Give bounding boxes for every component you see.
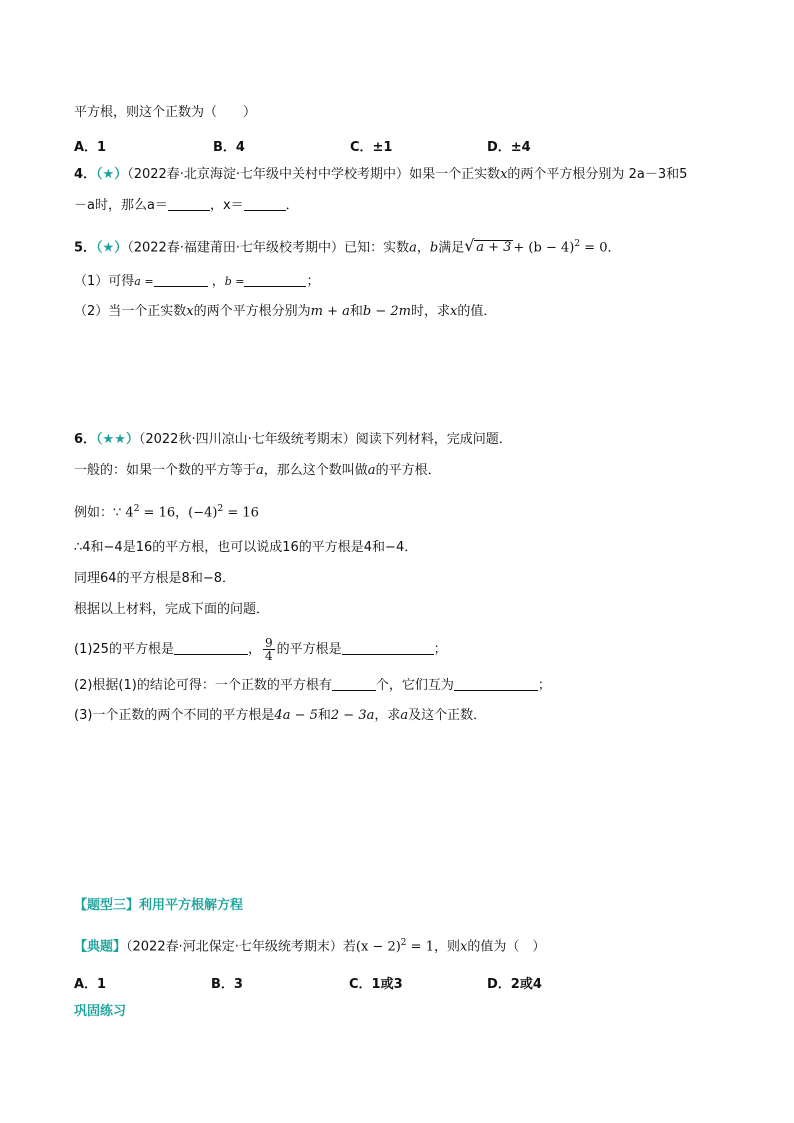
q5-p2-expr-2: b − 2m [362,304,411,319]
q3-option-d[interactable]: D．±4 [487,140,531,155]
q5-line-1 [74,236,620,256]
q6-def-2: ，那么这个数叫做 [263,463,368,478]
var-a: a [400,708,409,723]
sqrt-expression [464,236,513,256]
q5-p1-end: ； [306,274,320,289]
q5-square: 2 [574,239,581,249]
radicand: a + 3 [476,240,512,256]
q4-expr-1: 2a－3 [628,167,667,182]
q6-s3-expr-2: 2 − 3a [330,708,375,723]
sqrt-icon: √ [464,236,475,256]
q4-and: 和 [666,167,680,182]
example-option-b[interactable]: B．3 [211,977,243,992]
q6-s1-sep: ， [247,642,261,657]
q6-source: （2022秋·四川凉山·七年级统考期末） [138,432,356,447]
q6-s2-text: (2)根据(1)的结论可得：一个正数的平方根有 [74,678,332,693]
difficulty-star-icon: （★） [96,240,128,256]
example-source: （2022春·河北保定·七年级统考期末） [126,939,343,955]
var-a: a [409,240,417,256]
q6-subq-1 [74,637,447,662]
fraction [263,637,275,662]
var-a: a [256,463,264,478]
section-title: 【题型三】利用平方根解方程 [74,898,244,913]
q6-ex2-r: = 16 [223,505,259,521]
q6-therefore: ∴4和−4是16的平方根，也可以说成16的平方根是4和−4． [74,540,418,555]
q6-example-label: 例如：∵ [74,505,126,521]
q6-s1-end: ； [433,642,447,657]
q3-option-c[interactable]: C．±1 [350,140,393,155]
q6-line-1 [74,432,512,448]
fraction-denominator: 4 [264,649,273,663]
q5-blank-b[interactable] [244,273,306,287]
q4-line-1 [74,167,687,183]
q6-s1-text: (1)25的平方根是 [74,642,174,657]
q6-s3-text-2: ，求 [374,708,401,723]
q5-blank-a[interactable] [154,273,208,287]
q5-part-2 [74,304,496,320]
q5-p2-label: （2）当一个正实数 [74,304,187,319]
q5-p1-b: b = [224,275,245,288]
var-x: x [459,939,468,955]
q6-ex-sep: ， [175,505,189,521]
q4-line-2-start: －a时，那么 [74,198,147,213]
q5-sep: ， [416,240,430,256]
q6-according: 根据以上材料，完成下面的问题． [74,602,270,617]
var-x: x [450,304,458,319]
q5-p2-and: 和 [349,304,363,319]
q6-s3-and: 和 [317,708,331,723]
q6-s3-end: 及这个正数． [408,708,487,723]
q6-blank-3[interactable] [332,677,376,691]
difficulty-star-icon: （★） [96,167,128,182]
q5-p1-sep: ， [211,274,225,289]
q5-p1-a: a = [134,275,154,288]
q5-text: 已知：实数 [344,240,410,256]
q5-p2-end: 的值． [457,304,497,319]
q6-def-3: 的平方根． [375,463,441,478]
q6-s3-expr-1: 4a − 5 [274,708,318,723]
q6-subq-2 [74,677,551,694]
q6-ex1: 4 [125,505,134,521]
q3-continuation: 平方根，则这个正数为（ ） [74,105,257,120]
q6-number: 6． [74,432,97,447]
q6-s2-end: ； [537,678,551,693]
q6-subq-3 [74,708,486,724]
q5-part-1 [74,273,320,290]
example-text: 若 [342,939,356,955]
practice-heading: 巩固练习 [74,1004,127,1019]
q5-eq0: = 0． [580,240,621,256]
q6-blank-4[interactable] [454,677,538,691]
q4-sep: ， [209,198,223,213]
q4-blank-a[interactable] [168,197,210,211]
q4-blank-x[interactable] [244,197,286,211]
q6-s3-text: (3)一个正数的两个不同的平方根是 [74,708,275,723]
q6-example [74,501,259,521]
example-end: 的值为（ ） [467,939,546,955]
q3-option-b[interactable]: B．4 [213,140,245,155]
example-question [74,935,545,955]
q6-blank-1[interactable] [174,641,248,655]
q4-text-2: 的两个平方根分别为 [507,167,625,182]
var-a: a [367,463,376,478]
q6-s1-text-2: 的平方根是 [276,642,342,657]
q5-p2-expr-1: m + a [310,304,350,319]
q5-p2-tail: 时，求 [410,304,450,319]
q4-end: ． [285,198,299,213]
example-tail: ，则 [433,939,460,955]
q5-rest: + (b − 4) [513,240,575,256]
q4-five: 5 [679,167,688,182]
q6-similar: 同理64的平方根是8和−8． [74,571,235,586]
var-x: x [500,167,508,182]
q6-blank-2[interactable] [342,641,434,655]
q5-source: （2022春·福建莆田·七年级校考期中） [127,240,345,256]
q5-text-2: 满足 [438,240,465,256]
q4-a-eq: a＝ [146,198,168,213]
q6-ex1-r: = 16 [139,505,176,521]
fraction-numerator: 9 [264,636,273,650]
var-b: b [429,240,439,256]
example-option-a[interactable]: A．1 [74,977,107,992]
q6-ex1-sq: 2 [133,504,140,514]
q6-ex2: (−4) [188,505,218,521]
q6-ex2-sq: 2 [217,504,224,514]
q4-line-2 [74,197,299,214]
example-square: 2 [400,938,407,948]
q6-s2-text-2: 个，它们互为 [375,678,454,693]
q5-number: 5． [74,240,97,256]
q5-p1-label: （1）可得 [74,274,135,289]
q4-x-eq: x＝ [222,198,244,213]
q6-def-1: 一般的：如果一个数的平方等于 [74,463,257,478]
example-option-d[interactable]: D．2或4 [487,977,542,992]
q3-option-a[interactable]: A．1 [74,140,107,155]
q6-intro: 阅读下列材料，完成问题． [355,432,512,447]
q4-source: （2022春·北京海淀·七年级中关村中学校考期中） [127,167,410,182]
q5-p2-mid: 的两个平方根分别为 [193,304,311,319]
example-option-c[interactable]: C．1或3 [349,977,403,992]
difficulty-star-icon: （★★） [96,432,139,447]
q6-definition [74,463,441,479]
example-eq: = 1 [406,939,434,955]
var-x: x [186,304,194,319]
example-expr: (x − 2) [355,939,401,955]
q4-text: 如果一个正实数 [409,167,501,182]
q4-number: 4． [74,167,97,182]
example-label: 【典题】 [74,939,127,955]
